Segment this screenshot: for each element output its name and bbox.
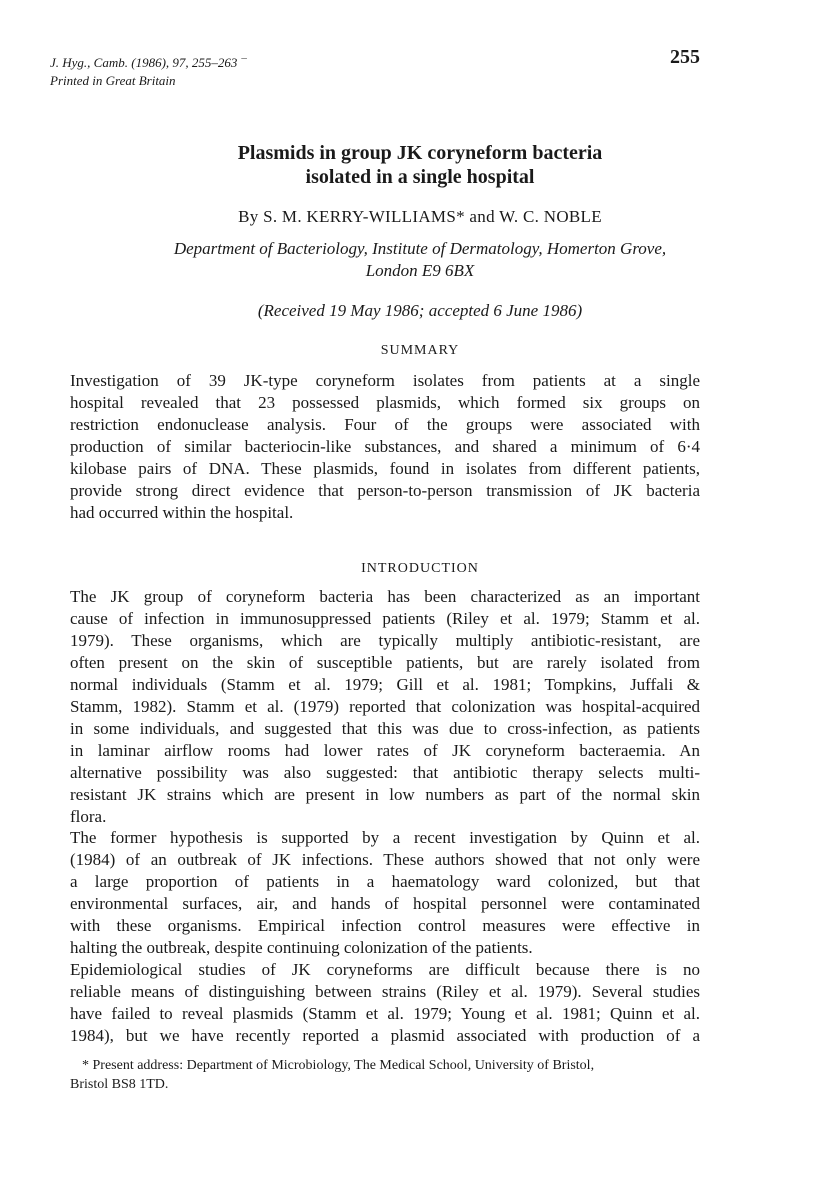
intro-line: flora. (70, 807, 107, 826)
affiliation-line-2: London E9 6BX (365, 261, 475, 280)
printed-in: Printed in Great Britain (50, 73, 176, 88)
summary-line: Investigation of 39 JK-type coryneform isolates from patients at a single (70, 371, 700, 390)
summary-paragraph (70, 370, 700, 524)
article-title-line-1: Plasmids in group JK coryneform bacteria (237, 142, 603, 164)
author-byline: By S. M. KERRY-WILLIAMS* and W. C. NOBLE (238, 207, 602, 226)
page-number: 255 (670, 46, 700, 68)
summary-line: hospital revealed that 23 possessed plasmids, which formed six groups on (70, 393, 700, 412)
intro-line: resistant JK strains which are present in low numbers as part of the normal skin (70, 785, 700, 804)
intro-line: The former hypothesis is supported by a recent investigation by Quinn et al. (70, 828, 700, 847)
intro-line: cause of infection in immunosuppressed patients (Riley et al. 1979; Stamm et al. (70, 609, 700, 628)
intro-line: alternative possibility was also suggested: that antibiotic therapy selects multi- (70, 763, 700, 782)
intro-line: in laminar airflow rooms had lower rates of JK coryneform bacteraemia. An (70, 741, 700, 760)
journal-mark: ¯ (241, 57, 247, 69)
summary-heading: SUMMARY (380, 343, 460, 358)
footnote-line: * Present address: Department of Microbiology, The Medical School, University of Bristol, (82, 1058, 595, 1073)
intro-line: halting the outbreak, despite continuing colonization of the patients. (70, 938, 533, 957)
journal-citation (50, 54, 247, 72)
affiliation-line-1: Department of Bacteriology, Institute of Dermatology, Homerton Grove, (173, 239, 667, 258)
footnote-line: Bristol BS8 1TD. (70, 1077, 169, 1092)
footnote (70, 1056, 700, 1094)
intro-line: environmental surfaces, air, and hands of hospital personnel were contaminated (70, 894, 700, 913)
intro-line: often present on the skin of susceptible patients, but are rarely isolated from (70, 653, 700, 672)
intro-line: 1979). These organisms, which are typically multiply antibiotic-resistant, are (70, 631, 700, 650)
article-title-line-2: isolated in a single hospital (305, 166, 535, 188)
introduction-paragraph-2 (70, 827, 700, 959)
introduction-paragraph-3 (70, 959, 700, 1047)
intro-line: Stamm, 1982). Stamm et al. (1979) reported that colonization was hospital-acquired (70, 697, 700, 716)
summary-line: production of similar bacteriocin-like substances, and shared a minimum of 6·4 (70, 437, 700, 456)
intro-line: normal individuals (Stamm et al. 1979; Gill et al. 1981; Tompkins, Juffali & (70, 675, 700, 694)
intro-line: 1984), but we have recently reported a plasmid associated with production of a (70, 1026, 700, 1045)
intro-line: reliable means of distinguishing between strains (Riley et al. 1979). Several studies (70, 982, 700, 1001)
intro-line: a large proportion of patients in a haematology ward colonized, but that (70, 872, 700, 891)
summary-line: provide strong direct evidence that person-to-person transmission of JK bacteria (70, 481, 700, 500)
introduction-heading: INTRODUCTION (361, 561, 479, 576)
introduction-paragraph-1 (70, 586, 700, 828)
received-dates: (Received 19 May 1986; accepted 6 June 1986) (257, 301, 583, 320)
intro-line: in some individuals, and suggested that this was due to cross-infection, as patients (70, 719, 700, 738)
summary-line: restriction endonuclease analysis. Four of the groups were associated with (70, 415, 700, 434)
intro-line: with these organisms. Empirical infection control measures were effective in (70, 916, 700, 935)
intro-line: (1984) of an outbreak of JK infections. These authors showed that not only were (70, 850, 700, 869)
intro-line: have failed to reveal plasmids (Stamm et al. 1979; Young et al. 1981; Quinn et al. (70, 1004, 700, 1023)
summary-line: kilobase pairs of DNA. These plasmids, found in isolates from different patients, (70, 459, 700, 478)
intro-line: The JK group of coryneform bacteria has been characterized as an important (70, 587, 700, 606)
intro-line: Epidemiological studies of JK coryneforms are difficult because there is no (70, 960, 700, 979)
summary-line: had occurred within the hospital. (70, 503, 294, 522)
journal-citation-text: J. Hyg., Camb. (1986), 97, 255–263 (50, 55, 238, 70)
